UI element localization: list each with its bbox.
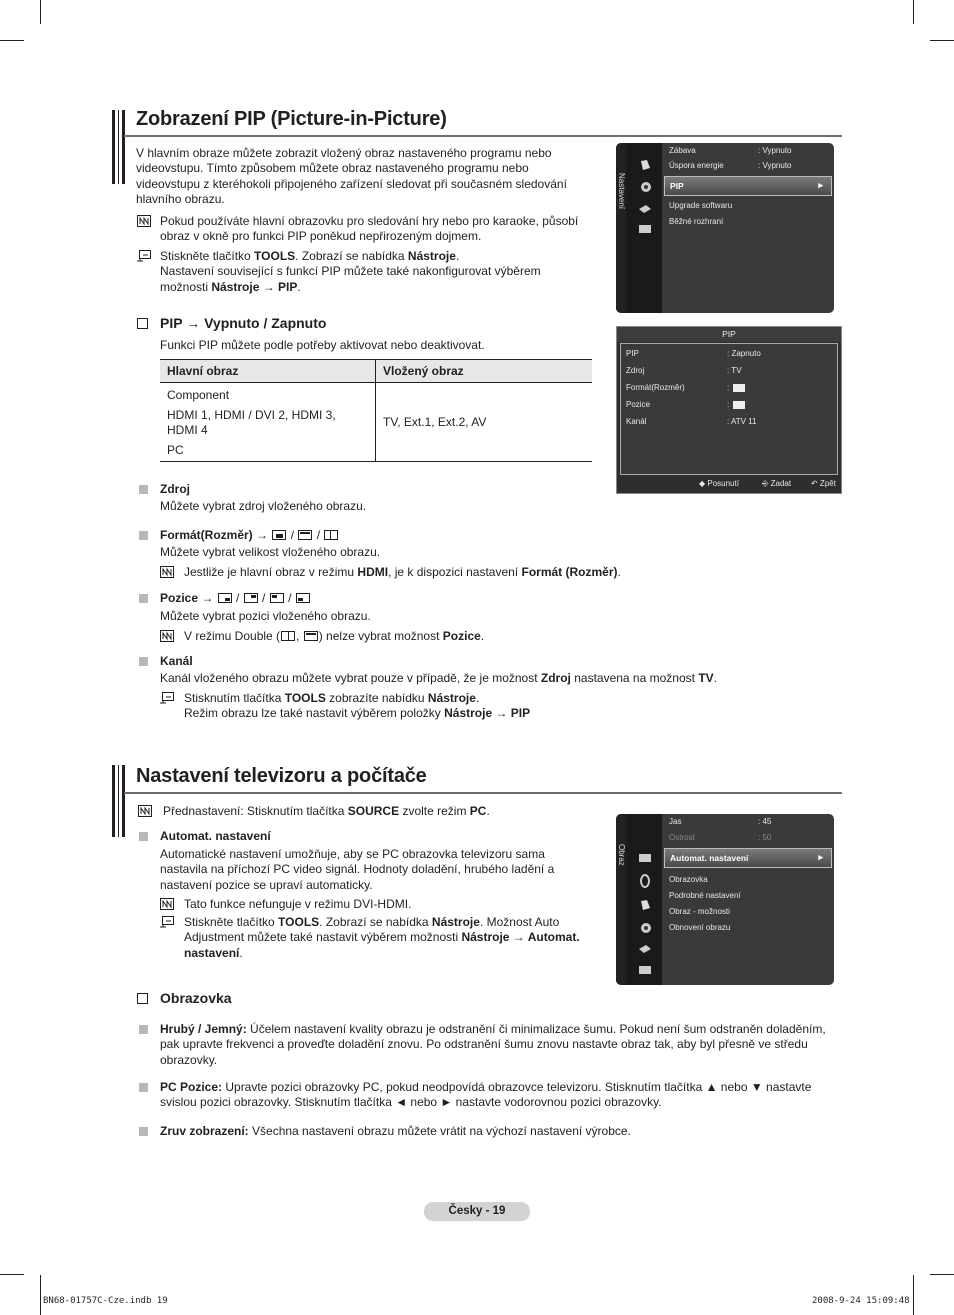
item-text: Můžete vybrat pozici vloženého obrazu.: [160, 609, 371, 623]
item-label: Formát(Rozměr) → / /: [160, 528, 339, 543]
gear-icon: [638, 920, 654, 936]
menu-item-label[interactable]: Ostrost: [669, 833, 695, 842]
crop-mark: [913, 0, 914, 24]
footer-hint-move: ◆ Posunutí: [699, 479, 739, 488]
menu-item-label[interactable]: Zábava: [669, 146, 696, 155]
bullet: [139, 657, 148, 666]
pip-row-label[interactable]: Pozice: [626, 400, 651, 409]
pip-menu-screenshot: [616, 326, 842, 494]
pip-row-label[interactable]: Zdroj: [626, 366, 645, 375]
note-icon: [160, 898, 174, 910]
pip-row-label[interactable]: Kanál: [626, 417, 647, 426]
item-text: Automatické nastavení umožňuje, aby se PC obrazovka televizoru sama nastavila na příchozí PC video signál. Hodnoty doladění, hrubého ladění a nastavení pozice se upraví automaticky.: [160, 847, 555, 892]
tools-icon: [160, 916, 174, 928]
crop-mark: [930, 1274, 954, 1275]
crop-mark: [913, 1275, 914, 1315]
pip-row-value: :: [727, 383, 730, 392]
menu-item-label[interactable]: Úspora energie: [669, 161, 724, 170]
bullet: [139, 531, 148, 540]
bullet: [139, 832, 148, 841]
crop-mark: [930, 40, 954, 41]
note-icon: [160, 630, 174, 642]
menu-item-label[interactable]: Obraz - možnosti: [669, 907, 730, 916]
section-bar: [112, 765, 115, 837]
pip-row-value: : TV: [727, 366, 742, 375]
sub-heading: Obrazovka: [160, 990, 232, 1006]
menu-item-selected[interactable]: PIP ►: [664, 176, 832, 196]
item-text: Hrubý / Jemný: Účelem nastavení kvality obrazu je odstranění či minimalizace šumu. Pokud není šum odstraněn doladěním, pak upravte frekvenci a proveďte doladění znovu. Po odstranění šumu znovu nastavte obraz tak, aby byl přesně ve středu obrazovky.: [160, 1022, 826, 1067]
tools-icon: [160, 692, 174, 704]
sound-icon: [639, 874, 651, 888]
menu-side-label: Obraz: [617, 844, 626, 866]
pip-row-label[interactable]: PIP: [626, 349, 639, 358]
pip-row-value: : Zapnuto: [727, 349, 761, 358]
input-icon: [638, 223, 652, 235]
input-icon: [638, 964, 652, 976]
bullet: [139, 594, 148, 603]
page-number: Česky - 19: [424, 1202, 530, 1221]
item-label: Zdroj: [160, 482, 190, 496]
intro-text: V hlavním obraze můžete zobrazit vložený obraz nastaveného programu nebo videovstupu. Tímto způsobem můžete obraz nastaveného programu nebo videovstupu z kteréhokoli připojeného zařízení sledovat při současném sledování hlavního obrazu.: [136, 146, 567, 206]
settings-menu-screenshot: [616, 143, 834, 313]
note-text: V režimu Double ( , ) nelze vybrat možnost Pozice.: [184, 629, 485, 643]
table-header: Vložený obraz: [383, 364, 464, 378]
game-icon: [638, 898, 652, 912]
note-text: Jestliže je hlavní obraz v režimu HDMI, je k dispozici nastavení Formát (Rozměr).: [184, 565, 621, 579]
pip-row-value: : ATV 11: [727, 417, 757, 426]
bullet: [139, 485, 148, 494]
note-text: Tato funkce nefunguje v režimu DVI-HDMI.: [184, 897, 412, 911]
table-cell: Component: [167, 388, 230, 402]
satellite-icon: [638, 203, 652, 215]
menu-item-label[interactable]: Obrazovka: [669, 875, 708, 884]
satellite-icon: [638, 943, 652, 955]
tools-text: Stisknutím tlačítka TOOLS zobrazíte nabídku Nástroje. Režim obrazu lze také nastavit výběrem položky Nástroje → PIP: [184, 691, 531, 721]
section-title: Zobrazení PIP (Picture-in-Picture): [136, 108, 447, 130]
menu-item-label[interactable]: Obnovení obrazu: [669, 923, 731, 932]
bullet: [139, 1127, 148, 1136]
crop-mark: [40, 1275, 41, 1315]
section-bar: [112, 110, 115, 184]
picture-menu-screenshot: [616, 814, 834, 985]
item-label: Kanál: [160, 654, 193, 668]
table-cell: HDMI 1, HDMI / DVI 2, HDMI 3, HDMI 4: [167, 408, 336, 437]
menu-item-label[interactable]: Upgrade softwaru: [669, 201, 733, 210]
menu-item-selected[interactable]: Automat. nastavení ►: [664, 848, 832, 868]
file-name: BN68-01757C-Cze.indb 19: [43, 1296, 168, 1306]
item-text: Kanál vloženého obrazu můžete vybrat pouze v případě, že je možnost Zdroj nastavena na možnost TV.: [160, 671, 717, 685]
crop-mark: [0, 40, 24, 41]
section-bar: [118, 110, 119, 184]
checkbox-bullet: [137, 993, 148, 1004]
bullet: [139, 1083, 148, 1092]
size-icon: [733, 384, 745, 392]
game-icon: [638, 158, 652, 172]
picture-icon: [638, 852, 652, 864]
menu-item-label[interactable]: Jas: [669, 817, 682, 826]
item-text: Zruv zobrazení: Všechna nastavení obrazu můžete vrátit na výchozí nastavení výrobce.: [160, 1124, 631, 1138]
note-text: Pokud používáte hlavní obrazovku pro sledování hry nebo pro karaoke, působí obraz v okně pro funkci PIP poněkud nepřirozeným dojmem.: [160, 214, 579, 244]
title-rule: [124, 792, 842, 794]
menu-item-label[interactable]: Běžné rozhraní: [669, 217, 724, 226]
sub-heading: PIP → Vypnuto / Zapnuto: [160, 315, 327, 331]
note-text: Přednastavení: Stisknutím tlačítka SOURCE zvolte režim PC.: [163, 804, 490, 818]
note-icon: [160, 566, 174, 578]
note-icon: [137, 215, 151, 227]
checkbox-bullet: [137, 318, 148, 329]
menu-item-value: : 45: [758, 817, 772, 826]
gear-icon: [638, 179, 654, 195]
menu-item-label[interactable]: Podrobné nastavení: [669, 891, 741, 900]
tools-text: Stiskněte tlačítko TOOLS. Zobrazí se nabídka Nástroje. Možnost Auto Adjustment můžete také nastavit výběrem možnosti Nástroje → Automat. nastavení.: [184, 915, 580, 960]
item-text: PC Pozice: Upravte pozici obrazovky PC, pokud neodpovídá obrazovce televizoru. Stisknutím tlačítka ▲ nebo ▼ nastavte svislou pozici obrazovky. Stisknutím tlačítka ◄ nebo ► nastavte vodorovnou pozici obrazovky.: [160, 1080, 812, 1110]
section-bar: [122, 110, 125, 184]
menu-side-label: Nastavení: [617, 173, 626, 210]
title-rule: [124, 135, 842, 137]
tools-icon: [137, 250, 151, 262]
table-cell: TV, Ext.1, Ext.2, AV: [383, 415, 487, 429]
item-text: Můžete vybrat velikost vloženého obrazu.: [160, 545, 381, 559]
menu-item-value: : Vypnuto: [758, 161, 792, 170]
pip-row-value: :: [727, 400, 730, 409]
item-text: Můžete vybrat zdroj vloženého obrazu.: [160, 499, 367, 513]
table-header: Hlavní obraz: [167, 364, 239, 378]
pip-menu-title: PIP: [617, 327, 841, 342]
print-date: 2008-9-24 15:09:48: [812, 1296, 910, 1306]
crop-mark: [0, 1274, 24, 1275]
pip-row-label[interactable]: Formát(Rozměr): [626, 383, 685, 392]
item-label: Pozice → / / /: [160, 591, 311, 606]
sub-text: Funkci PIP můžete podle potřeby aktivovat nebo deaktivovat.: [160, 338, 485, 352]
section-title: Nastavení televizoru a počítače: [136, 765, 427, 787]
bullet: [139, 1025, 148, 1034]
section-bar: [122, 765, 125, 837]
footer-hint-back: ↶ Zpět: [811, 479, 836, 488]
menu-item-value: : Vypnuto: [758, 146, 792, 155]
tools-text: Stiskněte tlačítko TOOLS. Zobrazí se nabídka Nástroje. Nastavení související s funkcí PIP můžete také nakonfigurovat výběrem možnosti Nástroje → PIP.: [160, 249, 541, 294]
footer-hint-enter: ⎆ Zadat: [762, 479, 792, 488]
menu-item-value: : 50: [758, 833, 772, 842]
section-bar: [118, 765, 119, 837]
source-table: [160, 359, 592, 462]
note-icon: [138, 805, 152, 817]
position-icon: [733, 401, 745, 409]
crop-mark: [40, 0, 41, 24]
item-label: Automat. nastavení: [160, 829, 271, 843]
table-cell: PC: [167, 443, 184, 457]
